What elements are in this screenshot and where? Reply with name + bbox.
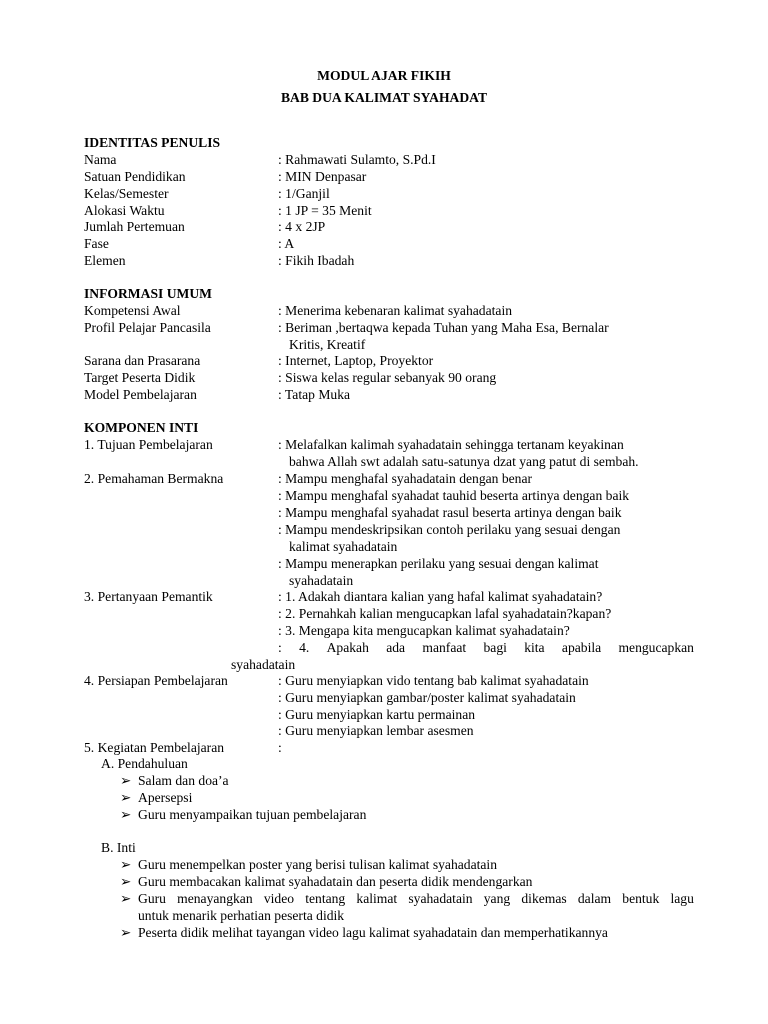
sublist-heading-pendahuluan: A. Pendahuluan: [101, 756, 188, 771]
section-heading-identitas: IDENTITAS PENULIS: [84, 135, 221, 150]
row-value: : Internet, Laptop, Proyektor: [278, 353, 434, 368]
row-label: Satuan Pendidikan: [84, 169, 186, 184]
identitas-row: [84, 169, 696, 186]
section-heading-informasi: INFORMASI UMUM: [84, 286, 212, 301]
identitas-row: [84, 219, 696, 236]
row-label: Kompetensi Awal: [84, 303, 181, 318]
row-value-continuation: bahwa Allah swt adalah satu-satunya dzat yang patut di sembah.: [289, 454, 639, 469]
row-value: : Siswa kelas regular sebanyak 90 orang: [278, 370, 497, 385]
pertanyaan-row-justified: [278, 640, 694, 657]
row-value: : Mampu menghafal syahadatain dengan benar: [278, 471, 533, 486]
row-value: : 1. Adakah diantara kalian yang hafal kalimat syahadatain?: [278, 589, 603, 604]
row-label: 2. Pemahaman Bermakna: [84, 471, 224, 486]
row-value: : Mampu mendeskripsikan contoh perilaku yang sesuai dengan: [278, 522, 621, 537]
row-value: : Guru menyiapkan kartu permainan: [278, 707, 476, 722]
info-row: [84, 303, 696, 320]
persiapan-row: [84, 707, 696, 724]
row-value-continuation: syahadatain: [231, 657, 296, 672]
list-item-continuation: untuk menarik perhatian peserta didik: [138, 908, 345, 923]
document-title: MODUL AJAR FIKIH: [317, 68, 451, 83]
row-value: : Menerima kebenaran kalimat syahadatain: [278, 303, 513, 318]
pertanyaan-row: [84, 589, 696, 606]
word: 4.: [299, 640, 310, 655]
pemahaman-row: [84, 522, 696, 539]
tujuan-row: [84, 437, 696, 454]
word: kita: [524, 640, 545, 655]
word: :: [278, 640, 282, 655]
row-value: : Beriman ,bertaqwa kepada Tuhan yang Maha Esa, Bernalar: [278, 320, 609, 335]
identitas-row: [84, 152, 696, 169]
row-label: 5. Kegiatan Pembelajaran: [84, 740, 225, 755]
row-value: : Mampu menghafal syahadat rasul beserta artinya dengan baik: [278, 505, 622, 520]
row-value-continuation: syahadatain: [289, 573, 354, 588]
info-row: [84, 320, 696, 337]
row-label: Fase: [84, 236, 109, 251]
word: apabila: [561, 640, 602, 655]
list-item-text: Apersepsi: [138, 790, 193, 805]
list-item-text: Guru membacakan kalimat syahadatain dan peserta didik mendengarkan: [138, 874, 533, 889]
row-label: Model Pembelajaran: [84, 387, 197, 402]
row-value: :: [278, 740, 282, 755]
pemahaman-row: [84, 556, 696, 573]
word: lagu: [670, 891, 694, 906]
info-row: [84, 353, 696, 370]
row-label: Sarana dan Prasarana: [84, 353, 201, 368]
row-label: 3. Pertanyaan Pemantik: [84, 589, 213, 604]
row-value: : 3. Mengapa kita mengucapkan kalimat syahadatain?: [278, 623, 570, 638]
row-value: : Mampu menghafal syahadat tauhid beserta artinya dengan baik: [278, 488, 630, 503]
row-label: Elemen: [84, 253, 126, 268]
row-value: : Mampu menerapkan perilaku yang sesuai dengan kalimat: [278, 556, 599, 571]
row-value: : A: [278, 236, 295, 251]
arrow-bullet-icon: ➢: [120, 773, 132, 788]
list-item-text: Peserta didik melihat tayangan video lagu kalimat syahadatain dan memperhatikannya: [138, 925, 608, 940]
word: syahadatain: [408, 891, 473, 906]
row-value: : 2. Pernahkah kalian mengucapkan lafal syahadatain?kapan?: [278, 606, 612, 621]
persiapan-row: [84, 723, 696, 740]
word: menayangkan: [177, 891, 253, 906]
row-label: 1. Tujuan Pembelajaran: [84, 437, 213, 452]
pemahaman-row: [84, 471, 696, 488]
row-value: : Guru menyiapkan gambar/poster kalimat syahadatain: [278, 690, 576, 705]
arrow-bullet-icon: ➢: [120, 874, 132, 889]
document-subtitle: BAB DUA KALIMAT SYAHADAT: [280, 90, 488, 105]
arrow-bullet-icon: ➢: [120, 807, 132, 822]
word: kalimat: [356, 891, 398, 906]
word: Guru: [138, 891, 166, 906]
identitas-row: [84, 203, 696, 220]
identitas-row: [84, 236, 696, 253]
list-item-text: Guru menyampaikan tujuan pembelajaran: [138, 807, 367, 822]
section-heading-komponen: KOMPONEN INTI: [84, 420, 199, 435]
row-value: : 1/Ganjil: [278, 186, 330, 201]
row-value: : Rahmawati Sulamto, S.Pd.I: [278, 152, 436, 167]
row-label: Profil Pelajar Pancasila: [84, 320, 211, 335]
row-label: Alokasi Waktu: [84, 203, 165, 218]
arrow-bullet-icon: ➢: [120, 891, 132, 906]
row-label: Kelas/Semester: [84, 186, 169, 201]
row-value: : Guru menyiapkan vido tentang bab kalimat syahadatain: [278, 673, 589, 688]
pertanyaan-row: [84, 606, 696, 623]
identitas-row: [84, 253, 696, 270]
pemahaman-row: [84, 488, 696, 505]
pertanyaan-row: [84, 623, 696, 640]
row-value: : 1 JP = 35 Menit: [278, 203, 372, 218]
word: yang: [483, 891, 511, 906]
pemahaman-row: [84, 505, 696, 522]
arrow-bullet-icon: ➢: [120, 857, 132, 872]
arrow-bullet-icon: ➢: [120, 925, 132, 940]
word: video: [263, 891, 295, 906]
word: mengucapkan: [618, 640, 694, 655]
list-item-justified: [138, 891, 694, 908]
row-value: : Tatap Muka: [278, 387, 351, 402]
row-value: : MIN Denpasar: [278, 169, 367, 184]
row-value: : Fikih Ibadah: [278, 253, 355, 268]
info-row: [84, 387, 696, 404]
row-value: : Melafalkan kalimah syahadatain sehingga tertanam keyakinan: [278, 437, 624, 452]
row-value: : 4 x 2JP: [278, 219, 326, 234]
word: bentuk: [622, 891, 660, 906]
info-row: [84, 370, 696, 387]
word: ada: [386, 640, 406, 655]
kegiatan-row: [84, 740, 696, 757]
list-item-text: Salam dan doa’a: [138, 773, 229, 788]
row-label: Target Peserta Didik: [84, 370, 196, 385]
row-value: : Guru menyiapkan lembar asesmen: [278, 723, 474, 738]
word: Apakah: [326, 640, 369, 655]
arrow-bullet-icon: ➢: [120, 790, 132, 805]
row-label: 4. Persiapan Pembelajaran: [84, 673, 228, 688]
word: tentang: [305, 891, 346, 906]
persiapan-row: [84, 690, 696, 707]
identitas-row: [84, 186, 696, 203]
word: manfaat: [422, 640, 467, 655]
word: bagi: [483, 640, 507, 655]
row-value-continuation: Kritis, Kreatif: [289, 337, 366, 352]
row-label: Jumlah Pertemuan: [84, 219, 185, 234]
row-label: Nama: [84, 152, 117, 167]
word: dikemas: [521, 891, 567, 906]
list-item-text: Guru menempelkan poster yang berisi tulisan kalimat syahadatain: [138, 857, 497, 872]
row-value-continuation: kalimat syahadatain: [289, 539, 398, 554]
sublist-heading-inti: B. Inti: [101, 840, 136, 855]
persiapan-row: [84, 673, 696, 690]
word: dalam: [577, 891, 612, 906]
